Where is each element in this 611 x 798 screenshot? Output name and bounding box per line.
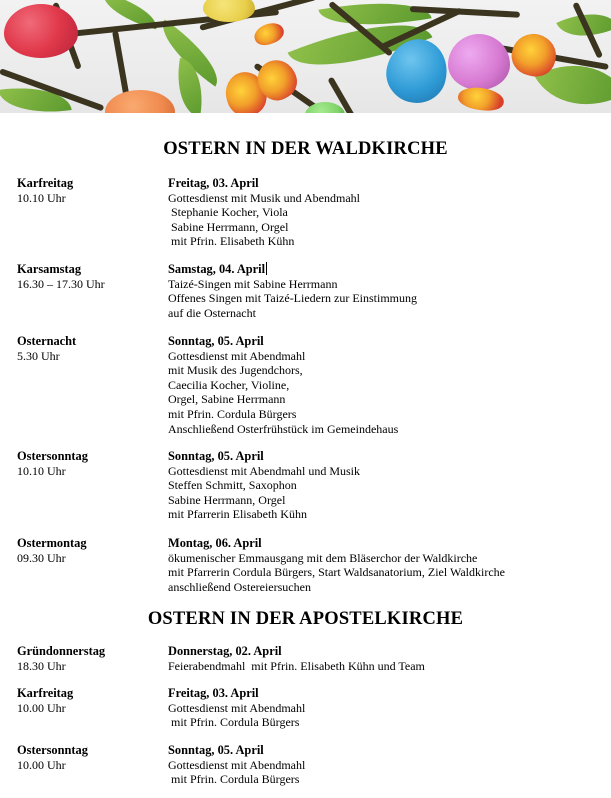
event-day: Ostersonntag: [17, 743, 88, 757]
section-title-apostelkirche: OSTERN IN DER APOSTELKIRCHE: [147, 609, 464, 629]
pink-egg: [448, 34, 510, 90]
event-line: Caecilia Kocher, Violine,: [168, 377, 290, 392]
event-date: Samstag, 04. April: [168, 262, 266, 276]
event-line: Offenes Singen mit Taizé-Liedern zur Einstimmung: [168, 291, 417, 306]
event-line: Gottesdienst mit Abendmahl: [168, 348, 306, 363]
event-time: 10.00 Uhr: [17, 757, 66, 772]
event-line: Sabine Herrmann, Orgel: [168, 492, 286, 507]
event-day: Karsamstag: [17, 262, 82, 276]
event-date: Freitag, 03. April: [168, 176, 259, 190]
event-date: Montag, 06. April: [168, 536, 262, 550]
event-line: mit Musik des Jugendchors,: [168, 363, 303, 378]
event-line: Steffen Schmitt, Saxophon: [168, 478, 297, 493]
event-day: Karfreitag: [17, 686, 74, 700]
event-day: Ostermontag: [17, 536, 87, 550]
event-line: Gottesdienst mit Abendmahl: [168, 700, 306, 715]
event-line: mit Pfrin. Cordula Bürgers: [168, 772, 300, 787]
text-cursor: [266, 262, 267, 275]
event-line: Orgel, Sabine Herrmann: [168, 392, 286, 407]
event-time: 18.30 Uhr: [17, 658, 66, 673]
event-time: 5.30 Uhr: [17, 348, 60, 363]
event-line: anschließend Ostereiersuchen: [168, 579, 311, 594]
event-time: 16.30 – 17.30 Uhr: [17, 276, 105, 291]
event-line: Gottesdienst mit Abendmahl: [168, 757, 306, 772]
event-date: Freitag, 03. April: [168, 686, 259, 700]
event-line: Anschließend Osterfrühstück im Gemeindehaus: [168, 421, 399, 436]
red-egg: [4, 4, 78, 58]
event-line: auf die Osternacht: [168, 305, 256, 320]
event-day: Gründonnerstag: [17, 644, 106, 658]
event-time: 10.00 Uhr: [17, 700, 66, 715]
event-line: mit Pfrin. Cordula Bürgers: [168, 715, 300, 730]
event-date: Sonntag, 05. April: [168, 743, 264, 757]
event-day: Ostersonntag: [17, 449, 88, 463]
section-title-waldkirche: OSTERN IN DER WALDKIRCHE: [163, 139, 448, 159]
event-time: 10.10 Uhr: [17, 463, 66, 478]
event-line: Taizé-Singen mit Sabine Herrmann: [168, 276, 338, 291]
event-line: mit Pfarrerin Elisabeth Kühn: [168, 507, 307, 522]
event-line: ökumenischer Emmausgang mit dem Bläserchor der Waldkirche: [168, 550, 478, 565]
event-day: Osternacht: [17, 334, 77, 348]
tulip-flower: [457, 85, 506, 113]
easter-banner-image: [0, 0, 611, 113]
event-line: Gottesdienst mit Abendmahl und Musik: [168, 463, 360, 478]
event-time: 09.30 Uhr: [17, 550, 66, 565]
event-line: Stephanie Kocher, Viola: [168, 205, 288, 220]
tulip-flower: [251, 19, 286, 48]
event-time: 10.10 Uhr: [17, 190, 66, 205]
event-line: mit Pfrin. Cordula Bürgers: [168, 406, 297, 421]
event-date: Donnerstag, 02. April: [168, 644, 282, 658]
event-date: Sonntag, 05. April: [168, 334, 264, 348]
orange-egg: [105, 90, 175, 113]
event-line: Sabine Herrmann, Orgel: [168, 219, 289, 234]
event-line: mit Pfarrerin Cordula Bürgers, Start Waldsanatorium, Ziel Waldkirche: [168, 565, 505, 580]
event-line: Gottesdienst mit Musik und Abendmahl: [168, 190, 360, 205]
event-date: Sonntag, 05. April: [168, 449, 264, 463]
event-day: Karfreitag: [17, 176, 74, 190]
event-line: mit Pfrin. Elisabeth Kühn: [168, 234, 295, 249]
event-line: Feierabendmahl mit Pfrin. Elisabeth Kühn und Team: [168, 658, 425, 673]
